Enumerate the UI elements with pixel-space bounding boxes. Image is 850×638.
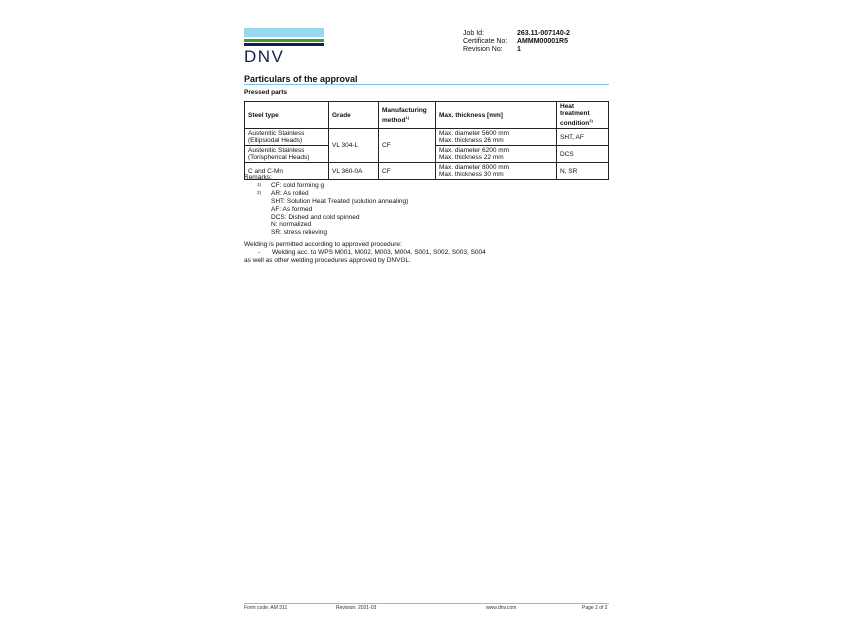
- steel-type-line: (Ellipsiodal Heads): [248, 137, 303, 145]
- heat-treatment-cell: N, SR: [557, 163, 609, 180]
- welding-section: [244, 241, 486, 265]
- steel-type-line: Austenitic Stainless: [248, 147, 305, 155]
- remarks-section: [244, 174, 408, 237]
- revision-no-label: Revision No:: [463, 46, 503, 54]
- remark-line: [244, 214, 408, 222]
- remark-line: [244, 190, 408, 198]
- method-cell: CF: [379, 129, 436, 163]
- welding-intro: Welding is permitted according to approved procedure:: [244, 241, 402, 248]
- heat-header-text: Heat treatment condition: [560, 103, 590, 128]
- col-header-heat-treatment: [557, 102, 609, 129]
- bullet-dash: -: [258, 248, 261, 256]
- thickness-cell: [436, 163, 557, 180]
- remark-text: SHT: Solution Heat Treated (solution annealing): [271, 197, 409, 205]
- logo-navy-band: [244, 43, 324, 46]
- remark-line: [244, 182, 408, 190]
- logo-sky-band: [244, 28, 324, 37]
- steel-type-cell: C and C-Mn: [245, 163, 329, 180]
- footer-divider: [244, 603, 609, 604]
- footer-revision: Revision: 2021-03: [336, 605, 377, 611]
- header-row-job-id: [463, 30, 570, 38]
- remark-text: CF: cold forming g: [271, 181, 325, 189]
- col-header-thickness: Max. thickness [mm]: [436, 102, 557, 129]
- col-header-grade: Grade: [329, 102, 379, 129]
- steel-type-line: Austenitic Stainless: [248, 130, 305, 138]
- heat-treatment-cell: SHT, AF: [557, 129, 609, 146]
- job-id-label: Job Id:: [463, 30, 485, 37]
- remark-text: AF: As formed: [271, 205, 313, 213]
- logo-green-band: [244, 39, 324, 42]
- steel-type-cell: [245, 146, 329, 163]
- remark-text: AR: As rolled: [271, 189, 309, 197]
- remark-line: [244, 198, 408, 206]
- certificate-header: [463, 30, 570, 55]
- remark-marker: 1): [257, 181, 262, 187]
- job-id-value: 263.11-007140-2: [517, 30, 570, 37]
- remark-marker: 2): [257, 189, 262, 195]
- certificate-no-value: AMMM00001R5: [517, 38, 568, 46]
- certificate-no-label: Certificate No:: [463, 38, 508, 46]
- table-header-row: [245, 102, 609, 129]
- thickness-line: Max. thickness 26 mm: [439, 137, 504, 145]
- header-row-revision-no: [463, 46, 570, 54]
- table-row: [245, 129, 609, 146]
- heat-treatment-cell: DCS: [557, 146, 609, 163]
- welding-bullet: [244, 249, 486, 257]
- grade-cell: VL 304-L: [329, 129, 379, 163]
- thickness-line: Max. diameter 5600 mm: [439, 130, 510, 138]
- method-header-text: Manufacturing method: [382, 106, 427, 124]
- pressed-parts-table: [244, 101, 609, 180]
- steel-type-cell: [245, 129, 329, 146]
- thickness-line: Max. thickness 30 mm: [439, 171, 504, 179]
- remark-text: N: normalized: [271, 221, 312, 229]
- remark-text: SR: stress relieving: [271, 229, 327, 237]
- grade-cell: VL 360-0A: [329, 163, 379, 180]
- thickness-line: Max. diameter 8000 mm: [439, 164, 510, 172]
- thickness-cell: [436, 129, 557, 146]
- heat-header-note: 2): [589, 118, 593, 123]
- title-divider: [244, 84, 609, 85]
- thickness-line: Max. thickness 22 mm: [439, 154, 504, 162]
- footer-website: www.dnv.com: [486, 605, 517, 611]
- method-cell: CF: [379, 163, 436, 180]
- welding-bullet-text: Welding acc. to WPS M001, M002, M003, M004, S001, S002, S003, S004: [272, 248, 486, 256]
- steel-type-line: (Torispherical Heads): [248, 154, 310, 162]
- remark-line: [244, 229, 408, 237]
- col-header-steel-type: Steel type: [245, 102, 329, 129]
- welding-outro: as well as other welding procedures approved by DNVGL.: [244, 256, 411, 264]
- dnv-logo: [244, 28, 324, 66]
- remark-line: [244, 206, 408, 214]
- page-title: Particulars of the approval: [244, 74, 358, 84]
- header-row-certificate-no: [463, 38, 570, 46]
- col-header-method: [379, 102, 436, 129]
- remarks-heading: Remarks:: [244, 174, 272, 181]
- thickness-cell: [436, 146, 557, 163]
- revision-no-value: 1: [517, 46, 521, 54]
- thickness-line: Max. diameter 6200 mm: [439, 147, 510, 155]
- remark-line: [244, 221, 408, 229]
- method-header-note: 1): [405, 114, 410, 120]
- footer-page-number: Page 2 of 2: [582, 605, 608, 611]
- footer-form-code: Form code: AM 311: [244, 605, 288, 611]
- remark-text: DCS: Dished and cold spinned: [271, 213, 360, 221]
- logo-wordmark: DNV: [244, 47, 285, 66]
- section-subtitle: Pressed parts: [244, 89, 287, 96]
